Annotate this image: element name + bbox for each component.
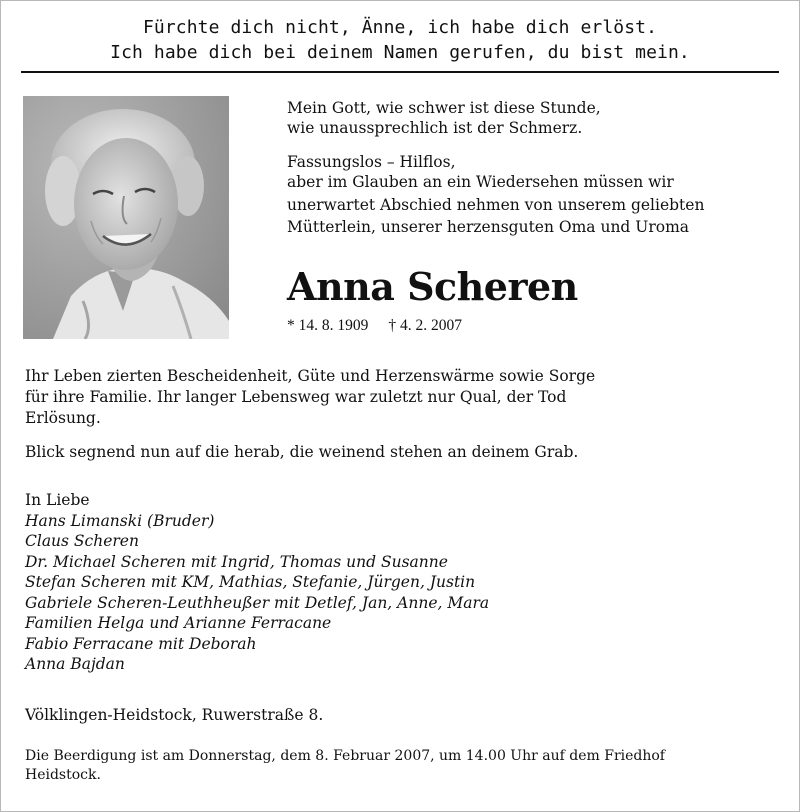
mourners-heading: In Liebe (25, 491, 90, 509)
mourner-name: Familien Helga und Arianne Ferracane (25, 614, 332, 632)
motto-line-1: Fürchte dich nicht, Änne, ich habe dich erlöst. (142, 17, 658, 38)
mourner-name: Gabriele Scheren-Leuthheußer mit Detlef, Jan, Anne, Mara (25, 593, 490, 612)
life-dates (287, 317, 462, 335)
mourners-list (25, 490, 489, 675)
funeral-line-2: Heidstock. (25, 767, 101, 783)
funeral-line-1: Die Beerdigung ist am Donnerstag, dem 8. Februar 2007, um 14.00 Uhr auf dem Friedhof (25, 748, 665, 764)
deceased-name: Anna Scheren (287, 264, 578, 309)
portrait-photo (23, 96, 229, 339)
mourner-name: Hans Limanski (Bruder) (25, 511, 215, 530)
intro-line-1: Mein Gott, wie schwer ist diese Stunde, (287, 99, 601, 117)
mourner-name: Claus Scheren (25, 532, 139, 550)
death-date: † 4. 2. 2007 (388, 317, 462, 334)
tribute-line-1: Ihr Leben zierten Bescheidenheit, Güte und Herzenswärme sowie Sorge (25, 367, 596, 385)
intro-line-5: unerwartet Abschied nehmen von unserem geliebten (287, 196, 705, 214)
intro-line-6: Mütterlein, unserer herzensguten Oma und Uroma (287, 218, 690, 236)
intro-line-3: Fassungslos – Hilflos, (287, 153, 456, 171)
mourner-name: Dr. Michael Scheren mit Ingrid, Thomas und Susanne (25, 552, 448, 571)
mourner-name: Anna Bajdan (25, 655, 125, 673)
tribute-line-2: für ihre Familie. Ihr langer Lebensweg war zuletzt nur Qual, der Tod (25, 388, 567, 406)
mourner-name: Stefan Scheren mit KM, Mathias, Stefanie, Jürgen, Justin (25, 573, 476, 591)
blessing-line: Blick segnend nun auf die herab, die weinend stehen an deinem Grab. (25, 443, 579, 461)
birth-date: * 14. 8. 1909 (287, 317, 369, 334)
motto-line-2: Ich habe dich bei deinem Namen gerufen, du bist mein. (110, 42, 690, 63)
intro-line-4: aber im Glauben an ein Wiedersehen müssen wir (287, 173, 674, 191)
intro-line-2: wie unaussprechlich ist der Schmerz. (287, 119, 583, 137)
divider-rule (21, 71, 779, 73)
tribute-line-3: Erlösung. (25, 409, 101, 427)
mourner-name: Fabio Ferracane mit Deborah (25, 634, 257, 653)
address-line: Völklingen-Heidstock, Ruwerstraße 8. (25, 706, 324, 724)
